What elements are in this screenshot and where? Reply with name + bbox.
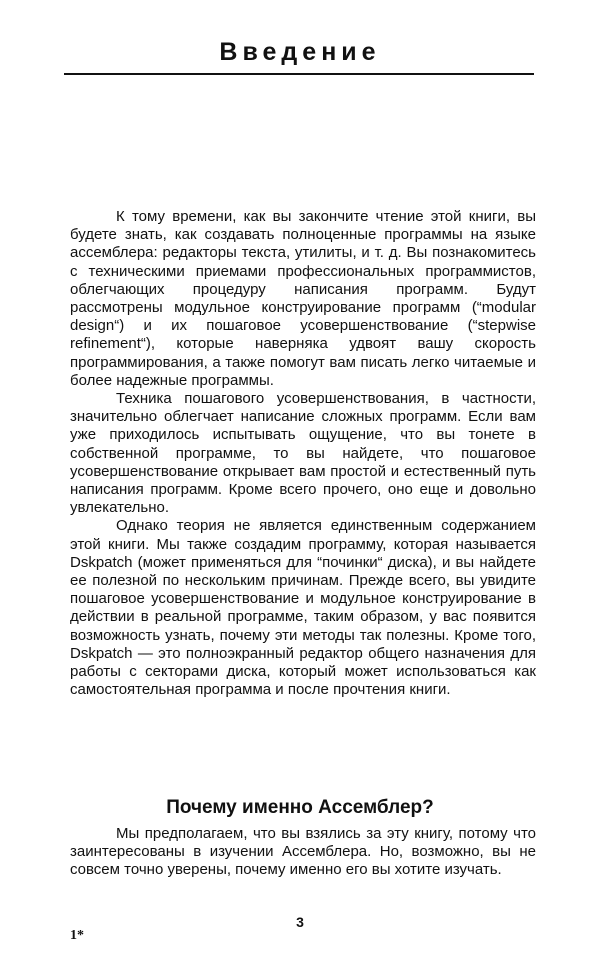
section-paragraph-1: Мы предполагаем, что вы взялись за эту книгу, потому что заинтересованы в изучении Ассемблера. Но, возможно, вы не совсем точно уверены, почему именно его вы хотите изучать. xyxy=(70,825,536,879)
intro-text xyxy=(70,208,536,699)
section-heading: Почему именно Ассемблер? xyxy=(166,797,434,818)
intro-paragraph-1: К тому времени, как вы закончите чтение этой книги, вы будете знать, как создавать полноценные программы на языке ассемблера: редакторы текста, утилиты, и т. д. Вы познакомитесь с техническими приемами профессиональных программистов, облегчающих процедуру написания программ. Будут рассмотрены модульное конструирование программ (“modular design“) и их пошаговое усовершенствование (“stepwise refinement“), которые наверняка удвоят вашу скорость программирования, а также помогут вам писать легко читаемые и более надежные программы. xyxy=(70,208,536,389)
intro-paragraph-2: Техника пошагового усовершенствования, в частности, значительно облегчает написание сложных программ. Если вам уже приходилось испытывать ощущение, что вы тонете в собственной программе, то вы найдете, что пошаговое усовершенствование открывает вам простой и естественный путь написания программ. Кроме всего прочего, оно еще и довольно увлекательно. xyxy=(70,390,536,517)
section-text xyxy=(70,825,536,880)
signature-mark: 1* xyxy=(70,928,84,943)
title-rule xyxy=(64,73,534,75)
page-number: 3 xyxy=(296,914,304,930)
chapter-title: Введение xyxy=(219,38,381,66)
intro-paragraph-3: Однако теория не является единственным содержанием этой книги. Мы также создадим программу, которая называется Dskpatch (может применяться для “починки“ диска), и вы найдете ее полезной по нескольким причинам. Прежде всего, вы увидите пошаговое усовершенствование и модульное конструирование в действии в реальной программе, таким образом, у вас появится возможность узнать, почему эти методы так полезны. Кроме того, Dskpatch — это полноэкранный редактор общего назначения для работы с секторами диска, который может использоваться как самостоятельная программа и после прочтения книги. xyxy=(70,517,536,699)
